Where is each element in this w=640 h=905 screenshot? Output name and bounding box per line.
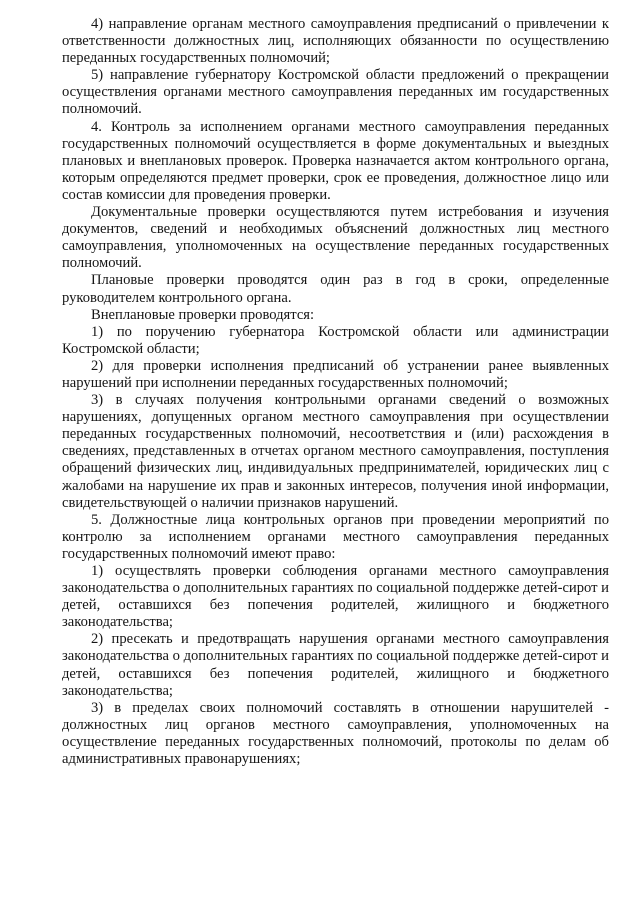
paragraph-item-5: 5. Должностные лица контрольных органов при проведении мероприятий по контролю за исполнением органами местного самоуправления переданных государственных полномочий имеют право: bbox=[62, 511, 609, 562]
paragraph-unplanned-sub-3: 3) в случаях получения контрольными органами сведений о возможных нарушениях, допущенных органом местного самоуправления при осуществлении переданных государственных полномочий, несоответствия и (или) расхождения в сведениях, представленных в отчетах органом местного самоуправления, поступления обращений физических лиц, индивидуальных предпринимателей, юридических лиц с жалобами на нарушение их прав и законных интересов, получения иной информации, свидетельствующей о наличии признаков нарушений. bbox=[62, 392, 609, 511]
paragraph-documentary-checks: Документальные проверки осуществляются путем истребования и изучения документов, сведений и необходимых объяснений должностных лиц местного самоуправления, уполномоченных на осуществление переданных государственных полномочий. bbox=[62, 204, 609, 272]
paragraph-item-4: 4. Контроль за исполнением органами местного самоуправления переданных государственных полномочий осуществляется в форме документальных и выездных плановых и внеплановых проверок. Проверка назначается актом контрольного органа, которым определяются предмет проверки, срок ее проведения, должностное лицо или состав комиссии для проведения проверки. bbox=[62, 118, 609, 203]
paragraph-4-sub-5: 5) направление губернатору Костромской области предложений о прекращении осуществления органами местного самоуправления переданных им государственных полномочий. bbox=[62, 67, 609, 118]
paragraph-unplanned-checks-intro: Внеплановые проверки проводятся: bbox=[91, 306, 315, 323]
paragraph-unplanned-sub-1: 1) по поручению губернатора Костромской области или администрации Костромской области; bbox=[62, 323, 609, 357]
paragraph-rights-sub-1: 1) осуществлять проверки соблюдения органами местного самоуправления законодательства о дополнительных гарантиях по социальной поддержке детей-сирот и детей, оставшихся без попечения родителей, жилищного и бюджетного законодательства; bbox=[62, 563, 609, 631]
paragraph-rights-sub-3: 3) в пределах своих полномочий составлять в отношении нарушителей - должностных лиц органов местного самоуправления, уполномоченных на осуществление переданных государственных полномочий, протоколы по делам об административных правонарушениях; bbox=[62, 699, 609, 768]
paragraph-unplanned-sub-2: 2) для проверки исполнения предписаний об устранении ранее выявленных нарушений при исполнении переданных государственных полномочий; bbox=[62, 357, 609, 391]
document-body bbox=[62, 16, 609, 768]
paragraph-planned-checks: Плановые проверки проводятся один раз в год в сроки, определенные руководителем контрольного органа. bbox=[62, 272, 609, 306]
paragraph-4-sub-4: 4) направление органам местного самоуправления предписаний о привлечении к ответственности должностных лиц, исполняющих обязанности по осуществлению переданных государственных полномочий; bbox=[62, 16, 609, 67]
paragraph-rights-sub-2: 2) пресекать и предотвращать нарушения органами местного самоуправления законодательства о дополнительных гарантиях по социальной поддержке детей-сирот и детей, оставшихся без попечения родителей, жилищного и бюджетного законодательства; bbox=[62, 631, 609, 699]
